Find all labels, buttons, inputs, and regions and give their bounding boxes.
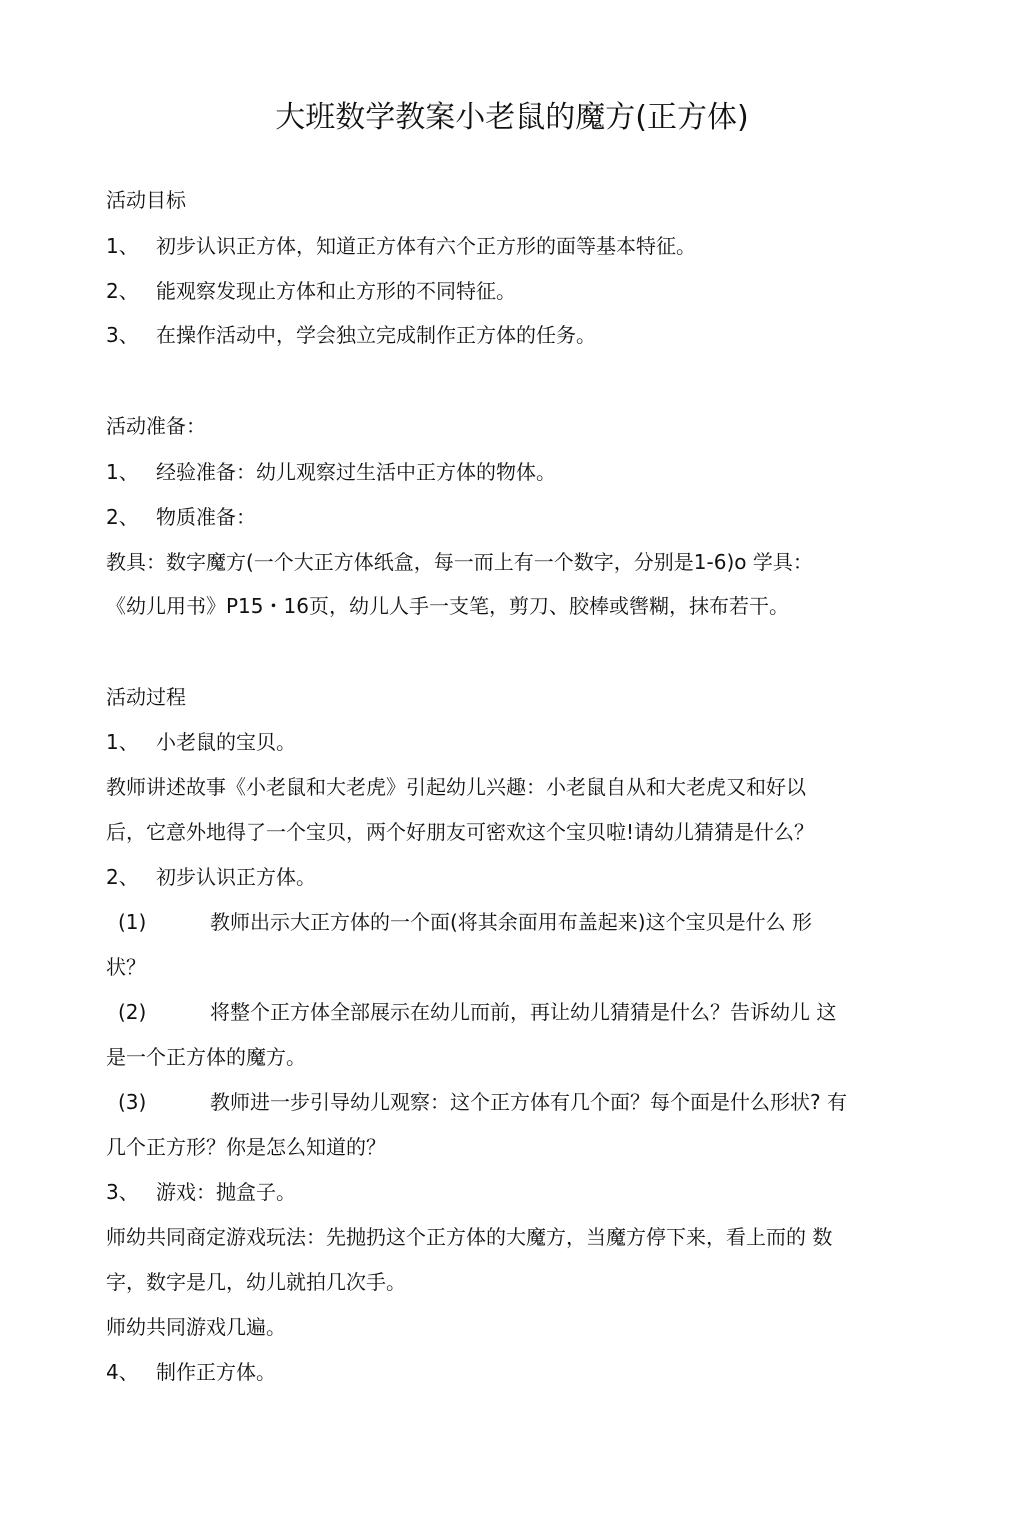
step3-paragraph-line-2: 字，数字是几，幼儿就拍几次手。 [106, 1270, 406, 1294]
step-text: 制作正方体。 [156, 1360, 276, 1384]
process-step-1 [106, 728, 296, 756]
substep-1 [106, 908, 812, 936]
section-heading-goals: 活动目标 [106, 188, 186, 212]
step1-paragraph-line-1: 教师讲述故事《小老鼠和大老虎》引起幼儿兴趣：小老鼠自从和大老虎又和好以 [106, 775, 806, 799]
step-number: 4、 [106, 1360, 139, 1384]
step3-paragraph-line-1: 师幼共同商定游戏玩法：先抛扔这个正方体的大魔方，当魔方停下来，看上而的 数 [106, 1225, 833, 1249]
substep-2-continuation: 是一个正方体的魔方。 [106, 1045, 306, 1069]
substep-2 [106, 998, 836, 1026]
section-heading-prep: 活动准备： [106, 414, 206, 438]
process-step-2 [106, 863, 316, 891]
goal-item-number: 2、 [106, 279, 139, 303]
substep-text: 将整个正方体全部展示在幼儿而前，再让幼儿猜猜是什么？告诉幼儿 这 [210, 1000, 837, 1024]
page-title: 大班数学教案小老鼠的魔方(正方体) [275, 100, 749, 135]
step-text: 初步认识正方体。 [156, 865, 316, 889]
prep-item-number: 2、 [106, 505, 139, 529]
substep-number: (2) [118, 1000, 147, 1024]
step-text: 小老鼠的宝贝。 [156, 730, 296, 754]
prep-paragraph-line-2: 《幼儿用书》P15・16页，幼儿人手一支笔，剪刀、胶棒或辔糊，抹布若干。 [106, 594, 789, 618]
substep-text: 教师出示大正方体的一个面(将其余面用布盖起来)这个宝贝是什么 形 [210, 910, 812, 934]
step3-paragraph-line-3: 师幼共同游戏几遍。 [106, 1315, 286, 1339]
substep-1-continuation: 状？ [106, 955, 146, 979]
prep-item-text: 经验准备：幼儿观察过生活中正方体的物体。 [156, 460, 556, 484]
prep-item-1 [106, 458, 556, 486]
prep-item-text: 物质准备： [156, 505, 256, 529]
goal-item-3 [106, 321, 596, 349]
substep-number: (3) [118, 1090, 147, 1114]
step-number: 2、 [106, 865, 139, 889]
step-text: 游戏：抛盒子。 [156, 1180, 296, 1204]
goal-item-text: 初步认识正方体，知道正方体有六个正方形的面等基本特征。 [156, 234, 696, 258]
goal-item-1 [106, 232, 696, 260]
goal-item-2 [106, 277, 516, 305]
substep-3-continuation: 几个正方形？你是怎么知道的？ [106, 1135, 386, 1159]
goal-item-text: 能观察发现止方体和止方形的不同特征。 [156, 279, 516, 303]
prep-item-2 [106, 503, 256, 531]
substep-3 [106, 1088, 847, 1116]
prep-item-number: 1、 [106, 460, 139, 484]
process-step-3 [106, 1178, 296, 1206]
goal-item-text: 在操作活动中，学会独立完成制作正方体的任务。 [156, 323, 596, 347]
section-heading-process: 活动过程 [106, 685, 186, 709]
step-number: 1、 [106, 730, 139, 754]
step1-paragraph-line-2: 后，它意外地得了一个宝贝，两个好朋友可密欢这个宝贝啦!请幼儿猜猜是什么？ [106, 820, 815, 844]
substep-text: 教师进一步引导幼儿观察：这个正方体有几个面？每个面是什么形状? 有 [210, 1090, 847, 1114]
process-step-4 [106, 1358, 276, 1386]
goal-item-number: 3、 [106, 323, 139, 347]
goal-item-number: 1、 [106, 234, 139, 258]
step-number: 3、 [106, 1180, 139, 1204]
prep-paragraph-line-1: 教具：数字魔方(一个大正方体纸盒，每一而上有一个数字，分别是1-6)o 学具： [106, 550, 813, 574]
substep-number: (1) [118, 910, 147, 934]
